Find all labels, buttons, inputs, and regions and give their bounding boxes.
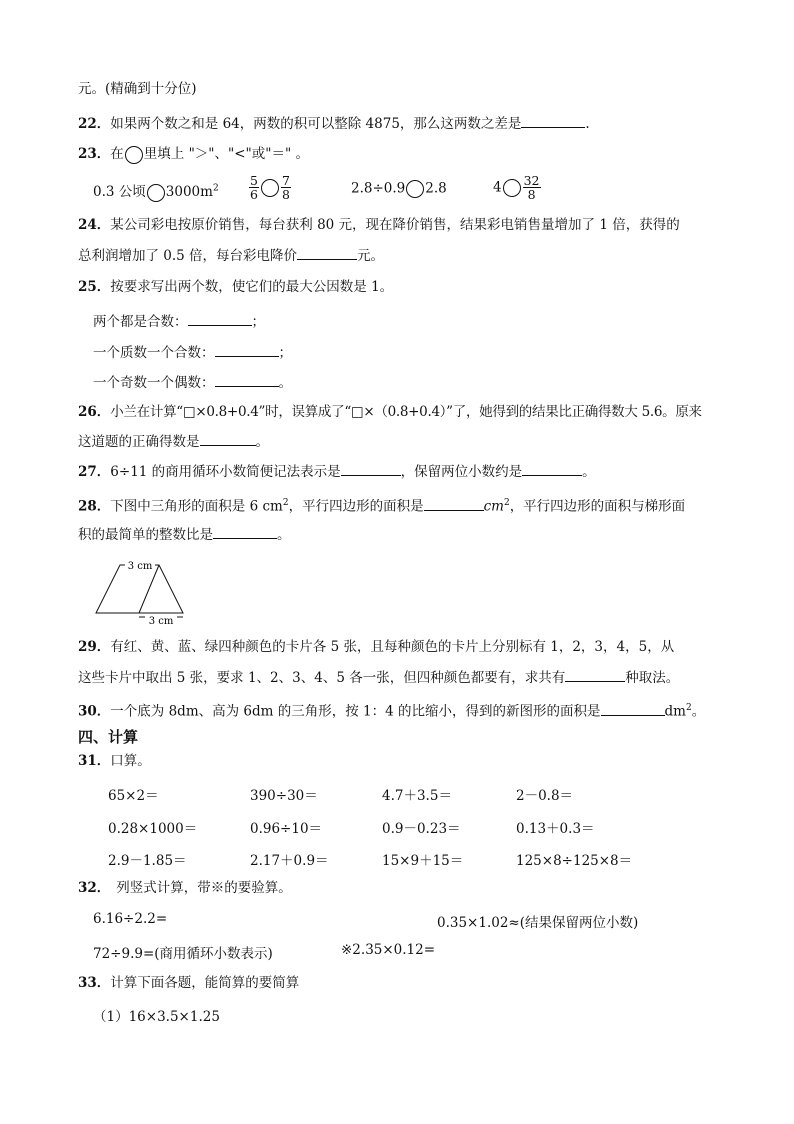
- question-number: 26．: [78, 404, 111, 420]
- compare-item-1: [93, 180, 219, 202]
- question-text: 积的最简单的整数比是: [78, 527, 213, 543]
- compare-item-2: [248, 174, 292, 201]
- oral-item: 65×2＝: [108, 788, 159, 804]
- superscript: 2: [282, 498, 289, 508]
- circle-icon: [125, 146, 143, 164]
- question-25: [78, 278, 393, 296]
- oral-item: 15×9＋15＝: [382, 853, 464, 869]
- question-number: 22．: [78, 116, 111, 132]
- trapezoid-figure: [95, 556, 190, 626]
- oral-item: 2.17＋0.9＝: [250, 853, 329, 869]
- oral-item: 0.13＋0.3＝: [516, 821, 595, 837]
- compare-left: 2.8÷0.9: [351, 180, 406, 197]
- compare-circle[interactable]: [261, 179, 279, 197]
- question-28: [78, 494, 685, 516]
- oral-item: 2－0.8＝: [516, 788, 574, 804]
- question-text: 列竖式计算，带※的要验算。: [116, 880, 292, 896]
- question-29-cont: [78, 668, 679, 687]
- answer-blank[interactable]: [188, 312, 252, 326]
- divider-line: [139, 565, 159, 613]
- question-text: 总利润增加了 0.5 倍，每台彩电降价: [78, 248, 298, 264]
- question-text: 。: [277, 527, 291, 543]
- oral-item: 390÷30＝: [250, 788, 318, 804]
- question-number: 28．: [78, 498, 111, 515]
- question-text: 这道题的正确得数是: [78, 434, 200, 450]
- numerator: 32: [523, 173, 540, 188]
- oral-item: 2.9－1.85＝: [108, 853, 187, 869]
- answer-blank[interactable]: [521, 114, 585, 128]
- answer-blank[interactable]: [213, 525, 277, 539]
- vertical-calc-item: ※2.35×0.12=: [341, 942, 436, 958]
- question-31: [78, 752, 151, 770]
- fraction: [523, 174, 541, 201]
- question-number: 33．: [78, 975, 111, 991]
- denominator: 8: [527, 187, 536, 202]
- question-25-part-2: [93, 341, 292, 361]
- answer-blank[interactable]: [522, 462, 582, 476]
- question-number: 27．: [78, 464, 111, 480]
- question-text: 有红、黄、蓝、绿四种颜色的卡片各 5 张，且每种颜色的卡片上分别标有 1，2，3，4，5，从: [110, 639, 675, 655]
- part-text: 一个奇数一个偶数：: [93, 375, 215, 391]
- trapezoid-outline: [96, 565, 183, 613]
- answer-blank[interactable]: [565, 668, 625, 682]
- compare-right: 3000m: [165, 184, 213, 200]
- denominator: 8: [281, 187, 290, 202]
- question-text: ，平行四边形的面积是: [288, 498, 424, 515]
- question-text: ，平行四边形的面积与梯形面: [509, 498, 686, 515]
- vertical-calc-item: 0.35×1.02≈(结果保留两位小数): [437, 915, 639, 931]
- oral-item: 0.9－0.23＝: [382, 821, 461, 837]
- question-24: [78, 216, 680, 234]
- denominator: 6: [250, 187, 258, 202]
- section-heading: 四、计算: [78, 728, 139, 746]
- question-text: 按要求写出两个数，使它们的最大公因数是 1。: [110, 279, 394, 295]
- superscript: 2: [685, 703, 692, 713]
- question-number: 24．: [78, 217, 111, 233]
- question-text: 。: [691, 703, 706, 720]
- compare-circle[interactable]: [503, 179, 521, 197]
- question-25-part-3: [93, 371, 292, 391]
- unit: cm: [483, 498, 504, 515]
- oral-item: 4.7＋3.5＝: [382, 788, 452, 804]
- numerator: 5: [250, 173, 258, 188]
- question-25-part-1: [93, 310, 265, 330]
- compare-left: 0.3 公顷: [93, 184, 146, 200]
- answer-blank[interactable]: [200, 432, 256, 446]
- question-text: 某公司彩电按原价销售，每台获利 80 元，现在降价销售，结果彩电销售量增加了 1 倍，获得的: [110, 217, 680, 233]
- question-text: 如果两个数之和是 64，两数的积可以整除 4875，那么这两数之差是: [110, 116, 522, 132]
- compare-circle[interactable]: [406, 180, 424, 198]
- question-text: 在: [110, 146, 124, 162]
- question-text: 计算下面各题，能简算的要简算: [110, 975, 300, 991]
- question-text: 这些卡片中取出 5 张，要求 1、2、3、4、5 各一张，但四种颜色都要有，求共有: [78, 670, 566, 686]
- answer-blank[interactable]: [297, 246, 357, 260]
- vertical-calc-item: 6.16÷2.2=: [93, 911, 168, 927]
- superscript: 2: [212, 183, 219, 194]
- top-label: 3 cm: [127, 561, 153, 572]
- fraction: [281, 174, 291, 201]
- question-number: 29．: [78, 639, 111, 655]
- vertical-calc-item: 72÷9.9=(商用循环小数表示): [93, 946, 273, 962]
- question-number: 25．: [78, 279, 111, 295]
- superscript: 2: [503, 498, 510, 508]
- answer-blank[interactable]: [341, 462, 401, 476]
- question-24-cont: [78, 246, 384, 265]
- part-text: ；: [278, 345, 292, 361]
- question-text: 。: [255, 434, 269, 450]
- calc-item: （1）16×3.5×1.25: [93, 1009, 220, 1025]
- question-number: 31．: [78, 753, 111, 769]
- question-number: 30．: [78, 703, 111, 720]
- answer-blank[interactable]: [215, 343, 279, 357]
- compare-left: 4: [493, 179, 502, 196]
- part-text: 。: [278, 375, 292, 391]
- compare-circle[interactable]: [147, 184, 165, 202]
- question-text: 种取法。: [625, 670, 680, 686]
- part-text: ；: [251, 314, 265, 330]
- question-text: 元。: [357, 248, 385, 264]
- answer-blank[interactable]: [215, 373, 279, 387]
- question-27: [78, 462, 596, 481]
- question-22: [78, 114, 590, 133]
- part-text: 一个质数一个合数：: [93, 345, 215, 361]
- oral-item: 125×8÷125×8＝: [516, 853, 633, 869]
- question-26-cont: [78, 432, 269, 451]
- question-23: [78, 145, 309, 164]
- answer-blank[interactable]: [424, 497, 484, 511]
- numerator: 7: [281, 173, 290, 188]
- question-text: 一个底为 8dm、高为 6dm 的三角形，按 1：4 的比缩小，得到的新图形的面积是: [110, 703, 601, 720]
- fraction: [249, 174, 259, 201]
- oral-item: 0.28×1000＝: [108, 821, 198, 837]
- unit: dm: [664, 703, 686, 720]
- compare-item-3: [351, 180, 447, 198]
- oral-item: 0.96÷10＝: [250, 821, 323, 837]
- question-26: [78, 403, 702, 421]
- compare-right: 2.8: [425, 180, 447, 197]
- question-text: 里填上 "＞"、"<"或"＝" 。: [143, 146, 309, 162]
- compare-item-4: [493, 174, 542, 201]
- carryover-line: 元。(精确到十分位): [78, 81, 197, 97]
- question-text: 6÷11 的商用循环小数简便记法表示是: [110, 464, 341, 480]
- question-29: [78, 638, 674, 656]
- bottom-label: 3 cm: [148, 616, 174, 626]
- question-28-cont: [78, 525, 291, 544]
- part-text: 两个都是合数：: [93, 314, 188, 330]
- question-number: 23．: [78, 146, 111, 162]
- question-text: 小兰在计算“□×0.8+0.4”时，误算成了“□×（0.8+0.4）”了，她得到的结果比正确得数大 5.6。原来: [110, 404, 702, 420]
- question-33: [78, 974, 299, 992]
- answer-blank[interactable]: [601, 702, 665, 716]
- question-number: 32．: [78, 880, 111, 896]
- question-text: 口算。: [110, 753, 151, 769]
- question-text: ，保留两位小数约是: [400, 464, 523, 480]
- question-text: 下图中三角形的面积是 6 cm: [110, 498, 283, 515]
- question-text: .: [585, 116, 590, 132]
- question-30: [78, 699, 705, 721]
- question-32: [78, 879, 292, 897]
- question-text: 。: [582, 464, 596, 480]
